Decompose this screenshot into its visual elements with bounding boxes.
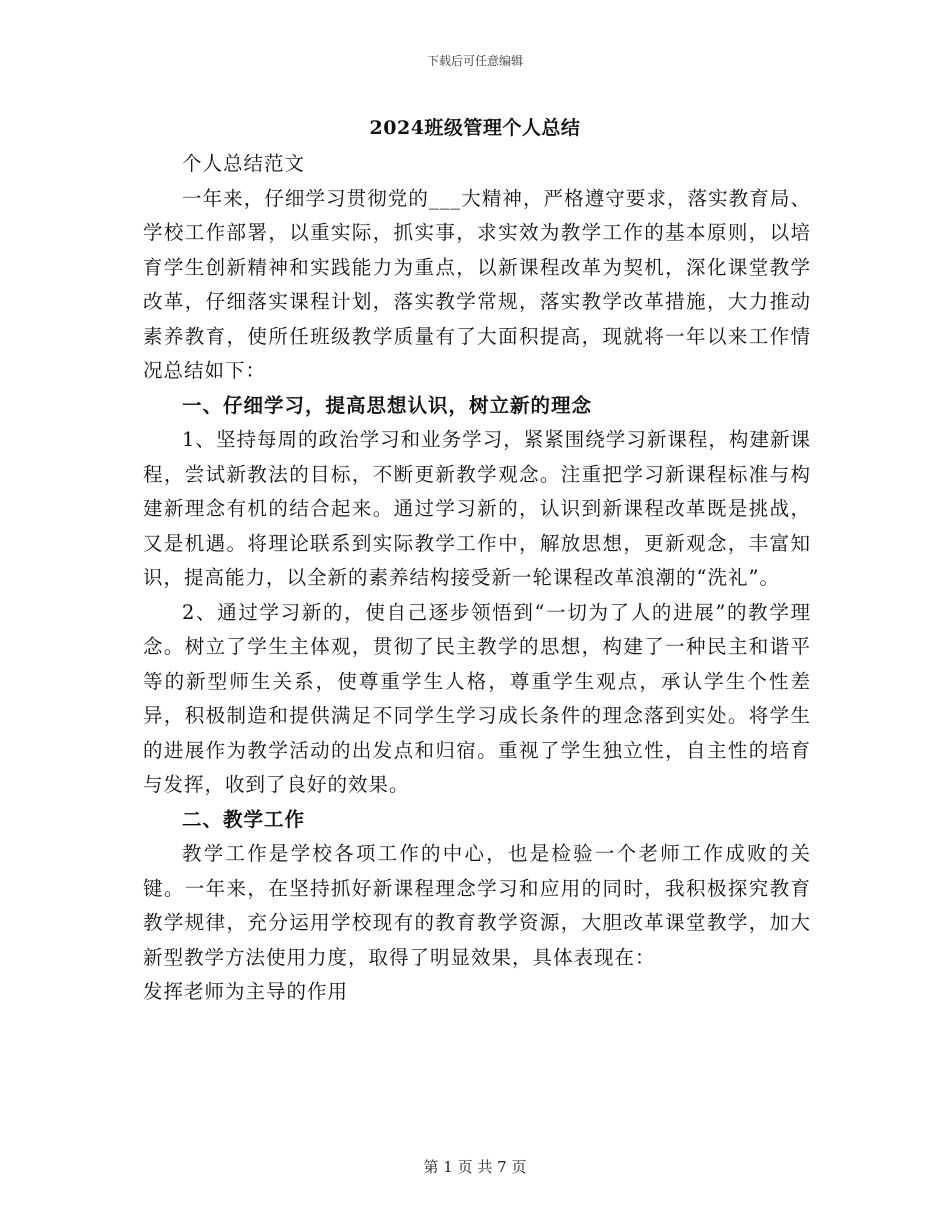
section-heading-2: 二、教学工作 (182, 807, 306, 831)
paragraph-subtitle: 个人总结范文 (182, 152, 306, 175)
paragraph-intro: 一年来，仔细学习贯彻党的___大精神，严格遵守要求，落实教育局、学校工作部署，以重实际，抓实事，求实效为教学工作的基本原则，以培育学生创新精神和实践能力为重点，以新课程改革为契机，深化课堂教学改革，仔细落实课程计划，落实教学常规，落实教学改革措施，大力推动素养教育，使所任班级教学质量有了大面积提高，现就将一年以来工作情况总结如下： (143, 186, 811, 382)
paragraph-point-2: 2、通过学习新的，使自己逐步领悟到“一切为了人的进展”的教学理念。树立了学生主体观，贯彻了民主教学的思想，构建了一种民主和谐平等的新型师生关系，使尊重学生人格，尊重学生观点，承认学生个性差异，积极制造和提供满足不同学生学习成长条件的理念落到实处。将学生的进展作为教学活动的出发点和归宿。重视了学生独立性，自主性的培育与发挥，收到了良好的效果。 (143, 600, 811, 796)
section-heading-1: 一、仔细学习，提高思想认识，树立新的理念 (182, 393, 593, 417)
paragraph-point-1: 1、坚持每周的政治学习和业务学习，紧紧围绕学习新课程，构建新课程，尝试新教法的目标，不断更新教学观念。注重把学习新课程标准与构建新理念有机的结合起来。通过学习新的，认识到新课程改革既是挑战，又是机遇。将理论联系到实际教学工作中，解放思想，更新观念，丰富知识，提高能力，以全新的素养结构接受新一轮课程改革浪潮的“洗礼”。 (143, 428, 811, 589)
document-title: 2024班级管理个人总结 (369, 117, 581, 139)
paragraph-teaching: 教学工作是学校各项工作的中心，也是检验一个老师工作成败的关键。一年来，在坚持抓好新课程理念学习和应用的同时，我积极探究教育教学规律，充分运用学校现有的教育教学资源，大胆改革课堂教学，加大新型教学方法使用力度，取得了明显效果，具体表现在： (143, 842, 811, 969)
paragraph-last-line: 发挥老师为主导的作用 (143, 980, 349, 1003)
page-footer: 第 1 页 共 7 页 (423, 1158, 527, 1176)
document-body (143, 147, 811, 1010)
header-note: 下载后可任意编辑 (426, 54, 523, 68)
